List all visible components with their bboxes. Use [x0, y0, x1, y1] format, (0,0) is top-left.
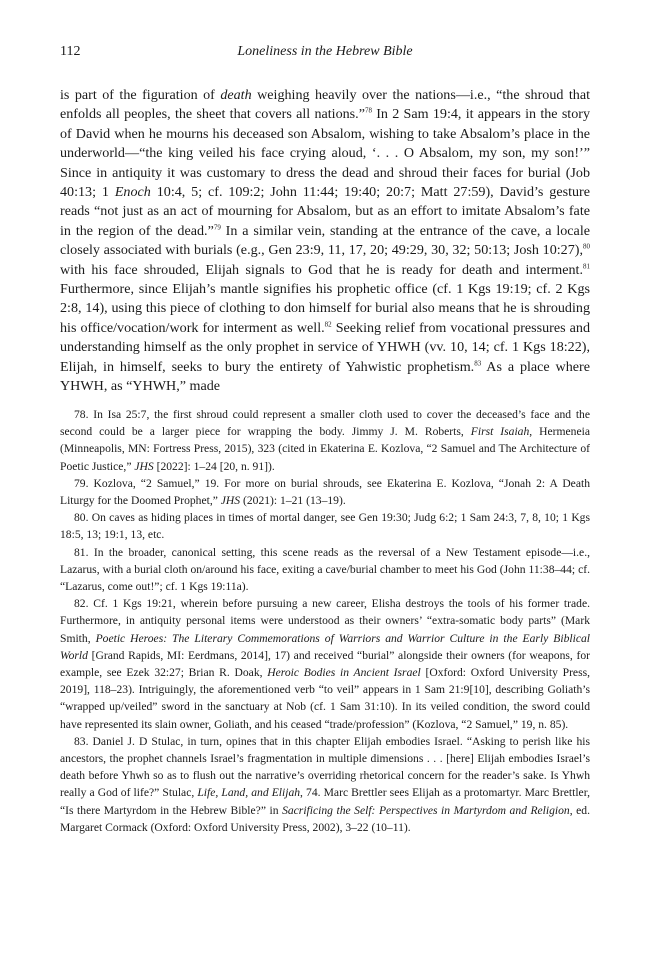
text-run: 79. Kozlova, “2 Samuel,” 19. For more on burial shrouds, see Ekaterina E. Kozlova, “Jonah 2: A Death Liturgy for the Doomed Prophet,”: [60, 476, 590, 508]
italic-text: JHS: [134, 459, 154, 473]
footnote: [60, 406, 590, 475]
italic-text: Enoch: [114, 184, 151, 201]
footnote-ref: 81: [583, 261, 590, 270]
footnote-ref: 80: [583, 242, 590, 251]
italic-text: Poetic Heroes: The Literary Commemorations of Warriors and Warrior Culture in the Early Biblical World: [60, 631, 590, 662]
text-run: 10:4, 5; cf. 109:2; John 11:44; 19:40; 20:7; Matt 27:59), David’s gesture reads “not just as an act of mourning for Absalom, but as an effort to imitate Absalom’s fate in the region of the dead.”: [60, 184, 590, 239]
page-number: 112: [60, 44, 81, 59]
body-paragraph: [60, 86, 590, 397]
running-title: Loneliness in the Hebrew Bible: [237, 44, 413, 59]
text-run: Furthermore, since Elijah’s mantle signifies his prophetic office (cf. 1 Kgs 19:19; cf. 2 Kgs 2:8, 14), using this piece of clothing to don himself for burial also means that he is shrouding his office/vocation/work for interment as well.: [60, 281, 590, 336]
text-run: 83. Daniel J. D Stulac, in turn, opines that in this chapter Elijah embodies Israel. “Asking to perish like his ancestors, the prophet channels Israel’s fragmentation in multiple dimensions . . . [here] Elijah embodies Israel’s death before Yhwh so as to flush out the narrative’s overriding rhetorical concern for the reader’s sake. Is Yhwh really a God of life?” Stulac,: [60, 734, 590, 800]
footnote-ref: 78: [364, 106, 372, 115]
italic-text: JHS: [220, 494, 241, 508]
text-run: with his face shrouded, Elijah signals to God that he is ready for death and interment.: [60, 261, 583, 278]
text-run: , Hermeneia (Minneapolis, MN: Fortress Press, 2015), 323 (cited in Ekaterina E. Kozlova, “2 Samuel and The Architecture of Poetic Justice,”: [60, 425, 590, 473]
text-run: Seeking relief from vocational pressures and understanding himself as the only prophet in service of YHWH (vv. 10, 14; cf. 1 Kgs 18:22), Elijah, in himself, seeks to bury the entirety of Yahwistic prophetism.: [60, 319, 591, 375]
footnote: [60, 733, 590, 836]
italic-text: Life, Land, and Elijah: [197, 786, 301, 800]
italic-text: Heroic Bodies in Ancient Israel: [267, 666, 421, 680]
italic-text: First Isaiah: [470, 425, 530, 439]
text-run: [2022]: 1–24 [20, n. 91]).: [153, 459, 275, 473]
footnote-ref: 79: [213, 223, 221, 232]
text-run: 80. On caves as hiding places in times of mortal danger, see Gen 19:30; Judg 6:2; 1 Sam 24:3, 7, 8, 10; 1 Kgs 18:5, 13; 19:1, 13, etc.: [60, 511, 590, 542]
text-run: In 2 Sam 19:4, it appears in the story of David when he mourns his deceased son Absalom, wishing to take Absalom’s place in the underworld—“the king veiled his face crying aloud, ‘. . . O Absalom, my son, my son!’” Since in antiquity it was customary to dress the dead and shroud their faces for burial (Job 40:13; 1: [60, 106, 591, 201]
text-run: In a similar vein, standing at the entrance of the cave, a locale closely associated with burials (e.g., Gen 23:9, 11, 17, 20; 49:29, 30, 32; 50:13; Josh 10:27),: [60, 222, 590, 259]
text-run: weighing heavily over the nations—i.e., “the shroud that enfolds all peoples, the sheet that covers all nations.”: [60, 87, 590, 123]
text-run: , ed. Margaret Cormack (Oxford: Oxford University Press, 2002), 3–22 (10–11).: [60, 803, 591, 834]
text-run: [Oxford: Oxford University Press, 2019], 118–23). Intriguingly, the aforementioned verb “to veil” appears in 1 Sam 21:9[10], describing Goliath’s “wrapped up/veiled” sword in the sanctuary at Nob (cf. 1 Sam 31:10). In its veiled condition, the sword could have represented its slain owner, Goliath, and his ceased “trade/profession” (Kozlova, “2 Samuel,” 19, n. 85).: [60, 666, 591, 731]
footnotes: [60, 406, 590, 836]
text-run: [Grand Rapids, MI: Eerdmans, 2014], 17) and received “burial” alongside their owners (for weapons, for example, see Ezek 32:27; Brian R. Doak,: [60, 648, 590, 680]
italic-text: Sacrificing the Self: Perspectives in Martyrdom and Religion: [282, 803, 570, 817]
text-run: is part of the figuration of: [60, 87, 221, 103]
text-run: 82. Cf. 1 Kgs 19:21, wherein before pursuing a new career, Elisha destroys the tools of his former trade. Furthermore, in antiquity personal items were understood as their owners’ “extra-somatic body parts” (Mark Smith,: [60, 597, 590, 645]
text-run: 81. In the broader, canonical setting, this scene reads as the reversal of a New Testament episode—i.e., Lazarus, with a burial cloth on/around his face, exiting a cave/burial chamber to meet his God (John 11:38–44; cf. “Lazarus, come out!”; cf. 1 Kgs 19:11a).: [60, 545, 590, 594]
text-run: As a place where YHWH, as “YHWH,” made: [60, 358, 590, 395]
footnote: [60, 595, 590, 733]
footnote: [60, 544, 590, 596]
italic-text: death: [220, 87, 252, 103]
page-header: [60, 44, 590, 64]
footnote: [60, 475, 590, 509]
text-run: 78. In Isa 25:7, the first shroud could represent a smaller cloth used to cover the deceased’s face and the second could be a larger piece for wrapping the body. Jimmy J. M. Roberts,: [60, 408, 590, 439]
text-run: (2021): 1–21 (13–19).: [240, 494, 346, 508]
text-run: , 74. Marc Brettler sees Elijah as a protomartyr. Marc Brettler, “Is there Martyrdom in the Hebrew Bible?” in: [60, 786, 590, 817]
footnote-ref: 83: [474, 359, 482, 367]
footnote: [60, 509, 590, 543]
footnote-ref: 82: [324, 320, 332, 329]
